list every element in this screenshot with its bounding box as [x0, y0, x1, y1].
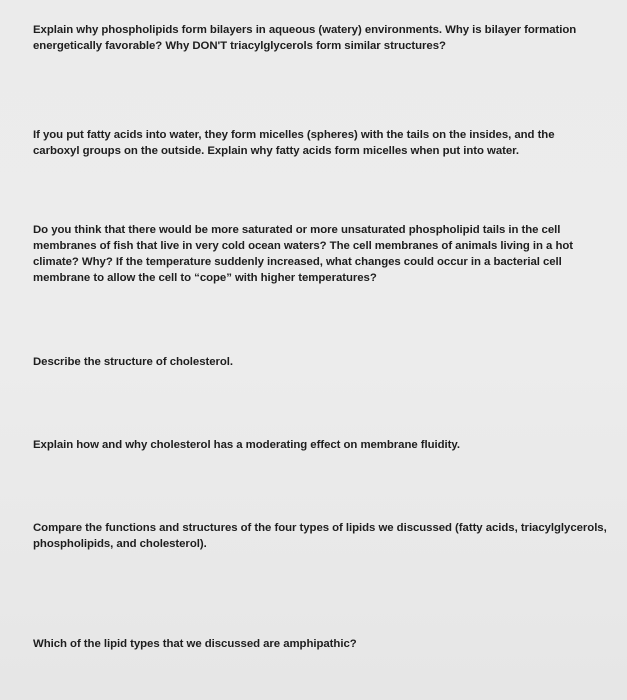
- question-compare-lipids: Compare the functions and structures of the four types of lipids we discussed (fatty acids, triacylglycerols, phospholipids, and cholesterol).: [33, 522, 607, 550]
- question-cholesterol-fluidity: Explain how and why cholesterol has a moderating effect on membrane fluidity.: [33, 439, 460, 451]
- question-cholesterol-structure: Describe the structure of cholesterol.: [33, 356, 234, 368]
- question-phospholipid-bilayers: Explain why phospholipids form bilayers in aqueous (watery) environments. Why is bilayer formation energetically favorable? Why DON'T triacylglycerols form similar structures?: [33, 24, 577, 52]
- question-membrane-temperature: Do you think that there would be more saturated or more unsaturated phospholipid tails in the cell membranes of fish that live in very cold ocean waters? The cell membranes of animals living in a hot climate? Why? If the temperature suddenly increased, what changes could occur in a bacterial cell membrane to allow the cell to “cope” with higher temperatures?: [33, 224, 574, 284]
- question-amphipathic-lipids: Which of the lipid types that we discussed are amphipathic?: [33, 638, 357, 650]
- question-fatty-acid-micelles: If you put fatty acids into water, they form micelles (spheres) with the tails on the insides, and the carboxyl groups on the outside. Explain why fatty acids form micelles when put into water.: [33, 129, 555, 157]
